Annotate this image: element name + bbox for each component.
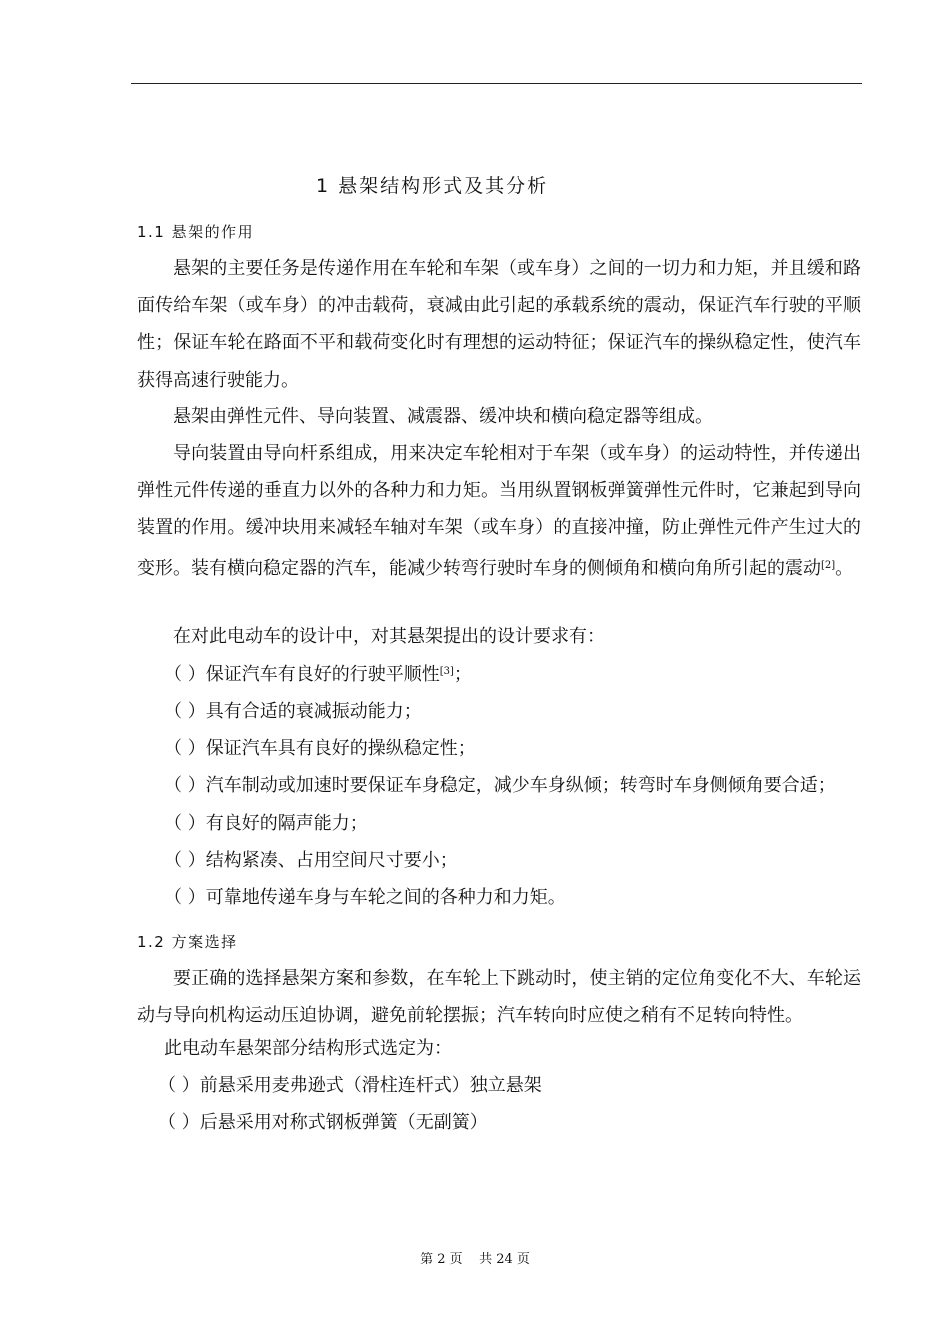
paragraph-3-end: 。 xyxy=(835,557,854,579)
choice-item-2: （ ）后悬采用对称式钢板弹簧（无副簧） xyxy=(158,1112,488,1133)
paragraph-3-text: 导向装置由导向杆系组成，用来决定车轮相对于车架（或车身）的运动特性，并传递出弹性元件传递的垂直力以外的各种力和力矩。当用纵置钢板弹簧弹性元件时，它兼起到导向装置的作用。缓冲块用来减轻车轴对车架（或车身）的直接冲撞，防止弹性元件产生过大的变形。装有横向稳定器的汽车，能减少转弯行驶时车身的侧倾角和横向角所引起的震动 xyxy=(137,443,861,579)
page-footer: 第 2 页 共 24 页 xyxy=(420,1252,530,1267)
section-1-1-paragraph-1: 悬架的主要任务是传递作用在车轮和车架（或车身）之间的一切力和力矩，并且缓和路面传给车架（或车身）的冲击载荷，衰减由此引起的承载系统的震动，保证汽车行驶的平顺性；保证车轮在路面不平和载荷变化时有理想的运动特征；保证汽车的操纵稳定性，使汽车获得高速行驶能力。 xyxy=(137,258,861,391)
requirement-item-3: （ ）保证汽车具有良好的操纵稳定性； xyxy=(164,738,476,759)
requirement-item-2: （ ）具有合适的衰减振动能力； xyxy=(164,701,422,722)
requirement-item-1 xyxy=(164,660,472,686)
requirement-item-6: （ ）结构紧凑、占用空间尺寸要小； xyxy=(164,850,458,871)
chapter-title: 1 悬架结构形式及其分析 xyxy=(316,175,549,197)
section-1-1-paragraph-3 xyxy=(137,435,861,587)
section-1-1-heading: 1.1 悬架的作用 xyxy=(137,223,255,241)
requirement-1-end: ； xyxy=(453,664,472,685)
section-1-2-paragraph-2: 此电动车悬架部分结构形式选定为： xyxy=(164,1038,452,1059)
choice-item-1: （ ）前悬采用麦弗逊式（滑柱连杆式）独立悬架 xyxy=(158,1075,542,1096)
requirements-intro: 在对此电动车的设计中，对其悬架提出的设计要求有： xyxy=(173,626,605,647)
requirement-item-4: （ ）汽车制动或加速时要保证车身稳定，减少车身纵倾；转弯时车身侧倾角要合适； xyxy=(164,775,836,796)
section-1-1-paragraph-2: 悬架由弹性元件、导向装置、减震器、缓冲块和横向稳定器等组成。 xyxy=(173,406,713,427)
section-1-2-paragraph-1: 要正确的选择悬架方案和参数，在车轮上下跳动时，使主销的定位角变化不大、车轮运动与导向机构运动压迫协调，避免前轮摆振；汽车转向时应使之稍有不足转向特性。 xyxy=(137,968,861,1027)
citation-3: [3] xyxy=(439,666,454,677)
requirement-item-7: （ ）可靠地传递车身与车轮之间的各种力和力矩。 xyxy=(164,887,566,908)
header-rule xyxy=(131,83,862,84)
requirement-item-5: （ ）有良好的隔声能力； xyxy=(164,813,368,834)
citation-2: [2] xyxy=(821,559,836,571)
requirement-1-text: （ ）保证汽车有良好的行驶平顺性 xyxy=(164,664,440,685)
section-1-2-heading: 1.2 方案选择 xyxy=(137,933,238,951)
